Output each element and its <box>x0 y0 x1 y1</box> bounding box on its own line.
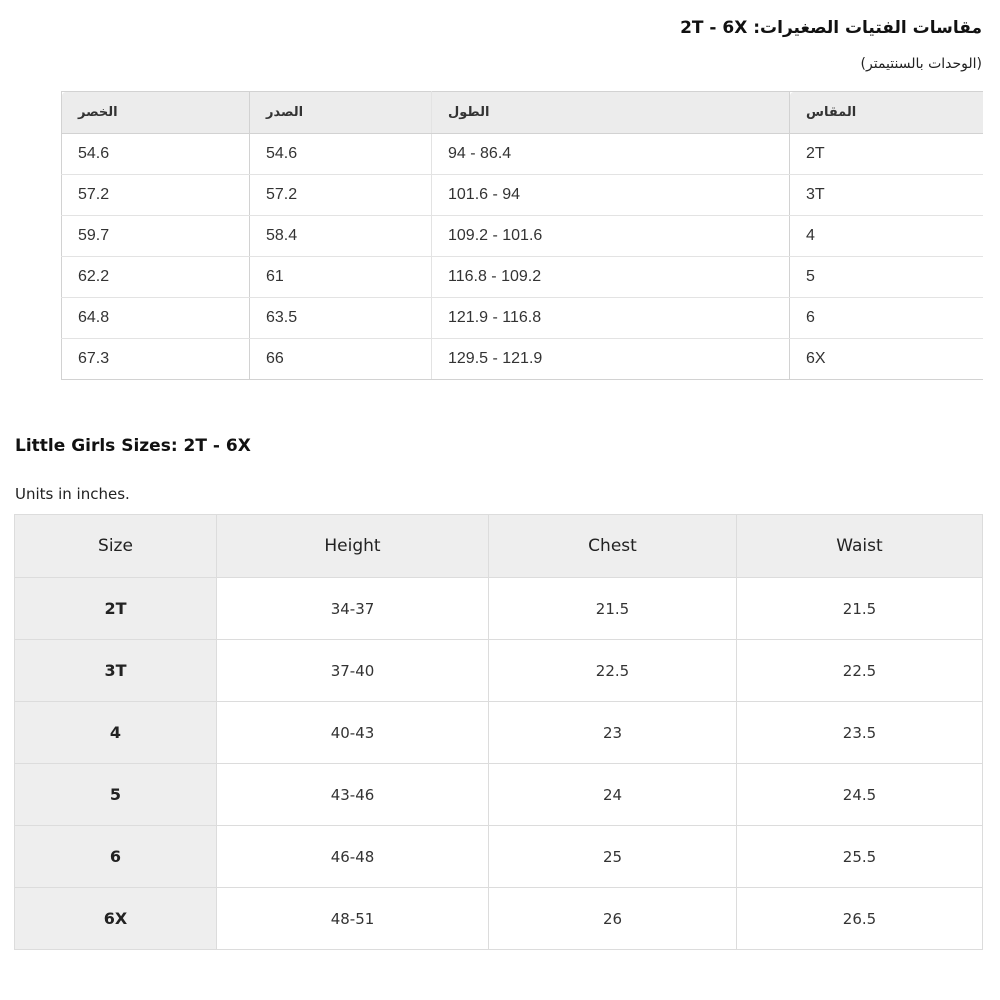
table-row <box>15 702 983 764</box>
table-header-row <box>62 92 984 134</box>
table-row <box>15 888 983 950</box>
cell-size: 2T <box>790 134 984 175</box>
table-row <box>15 764 983 826</box>
cell-waist: 54.6 <box>62 134 250 175</box>
cell-waist: 26.5 <box>737 888 983 950</box>
table-row <box>15 640 983 702</box>
cell-height: 48-51 <box>217 888 489 950</box>
table-row <box>62 298 984 339</box>
table-row <box>62 175 984 216</box>
table-row <box>15 826 983 888</box>
cell-waist: 64.8 <box>62 298 250 339</box>
header-waist: الخصر <box>62 92 250 134</box>
cell-size: 2T <box>15 578 217 640</box>
cell-height: 129.5 - 121.9 <box>432 339 790 380</box>
arabic-size-table-container <box>61 91 983 381</box>
header-chest: Chest <box>489 515 737 578</box>
cell-size: 6 <box>790 298 984 339</box>
cell-chest: 61 <box>250 257 432 298</box>
cell-waist: 67.3 <box>62 339 250 380</box>
header-height: Height <box>217 515 489 578</box>
english-units-note: Units in inches. <box>15 485 130 503</box>
cell-chest: 23 <box>489 702 737 764</box>
cell-size: 6X <box>790 339 984 380</box>
arabic-units-note: (الوحدات بالسنتيمتر) <box>860 56 982 72</box>
cell-waist: 59.7 <box>62 216 250 257</box>
arabic-size-chart-title: مقاسات الفتيات الصغيرات: 2T - 6X <box>680 18 982 38</box>
cell-chest: 22.5 <box>489 640 737 702</box>
cell-chest: 25 <box>489 826 737 888</box>
cell-waist: 22.5 <box>737 640 983 702</box>
cell-chest: 26 <box>489 888 737 950</box>
table-row <box>62 257 984 298</box>
table-row <box>62 134 984 175</box>
cell-waist: 25.5 <box>737 826 983 888</box>
header-height: الطول <box>432 92 790 134</box>
cell-size: 4 <box>15 702 217 764</box>
cell-height: 101.6 - 94 <box>432 175 790 216</box>
cell-waist: 57.2 <box>62 175 250 216</box>
cell-size: 6X <box>15 888 217 950</box>
cell-height: 37-40 <box>217 640 489 702</box>
cell-chest: 66 <box>250 339 432 380</box>
cell-chest: 21.5 <box>489 578 737 640</box>
cell-waist: 21.5 <box>737 578 983 640</box>
cell-height: 46-48 <box>217 826 489 888</box>
cell-waist: 62.2 <box>62 257 250 298</box>
cell-waist: 23.5 <box>737 702 983 764</box>
cell-size: 6 <box>15 826 217 888</box>
cell-height: 40-43 <box>217 702 489 764</box>
english-size-chart-title: Little Girls Sizes: 2T - 6X <box>15 436 251 456</box>
cell-size: 5 <box>790 257 984 298</box>
cell-size: 4 <box>790 216 984 257</box>
cell-height: 116.8 - 109.2 <box>432 257 790 298</box>
english-size-table <box>14 514 983 950</box>
cell-size: 5 <box>15 764 217 826</box>
cell-height: 43-46 <box>217 764 489 826</box>
cell-height: 121.9 - 116.8 <box>432 298 790 339</box>
cell-height: 34-37 <box>217 578 489 640</box>
arabic-size-table <box>61 91 983 380</box>
table-row <box>62 339 984 380</box>
cell-chest: 24 <box>489 764 737 826</box>
cell-size: 3T <box>15 640 217 702</box>
cell-waist: 24.5 <box>737 764 983 826</box>
cell-height: 94 - 86.4 <box>432 134 790 175</box>
table-header-row <box>15 515 983 578</box>
cell-chest: 54.6 <box>250 134 432 175</box>
table-row <box>62 216 984 257</box>
header-size: Size <box>15 515 217 578</box>
header-size: المقاس <box>790 92 984 134</box>
header-waist: Waist <box>737 515 983 578</box>
header-chest: الصدر <box>250 92 432 134</box>
table-row <box>15 578 983 640</box>
cell-height: 109.2 - 101.6 <box>432 216 790 257</box>
cell-chest: 57.2 <box>250 175 432 216</box>
cell-chest: 58.4 <box>250 216 432 257</box>
cell-chest: 63.5 <box>250 298 432 339</box>
cell-size: 3T <box>790 175 984 216</box>
